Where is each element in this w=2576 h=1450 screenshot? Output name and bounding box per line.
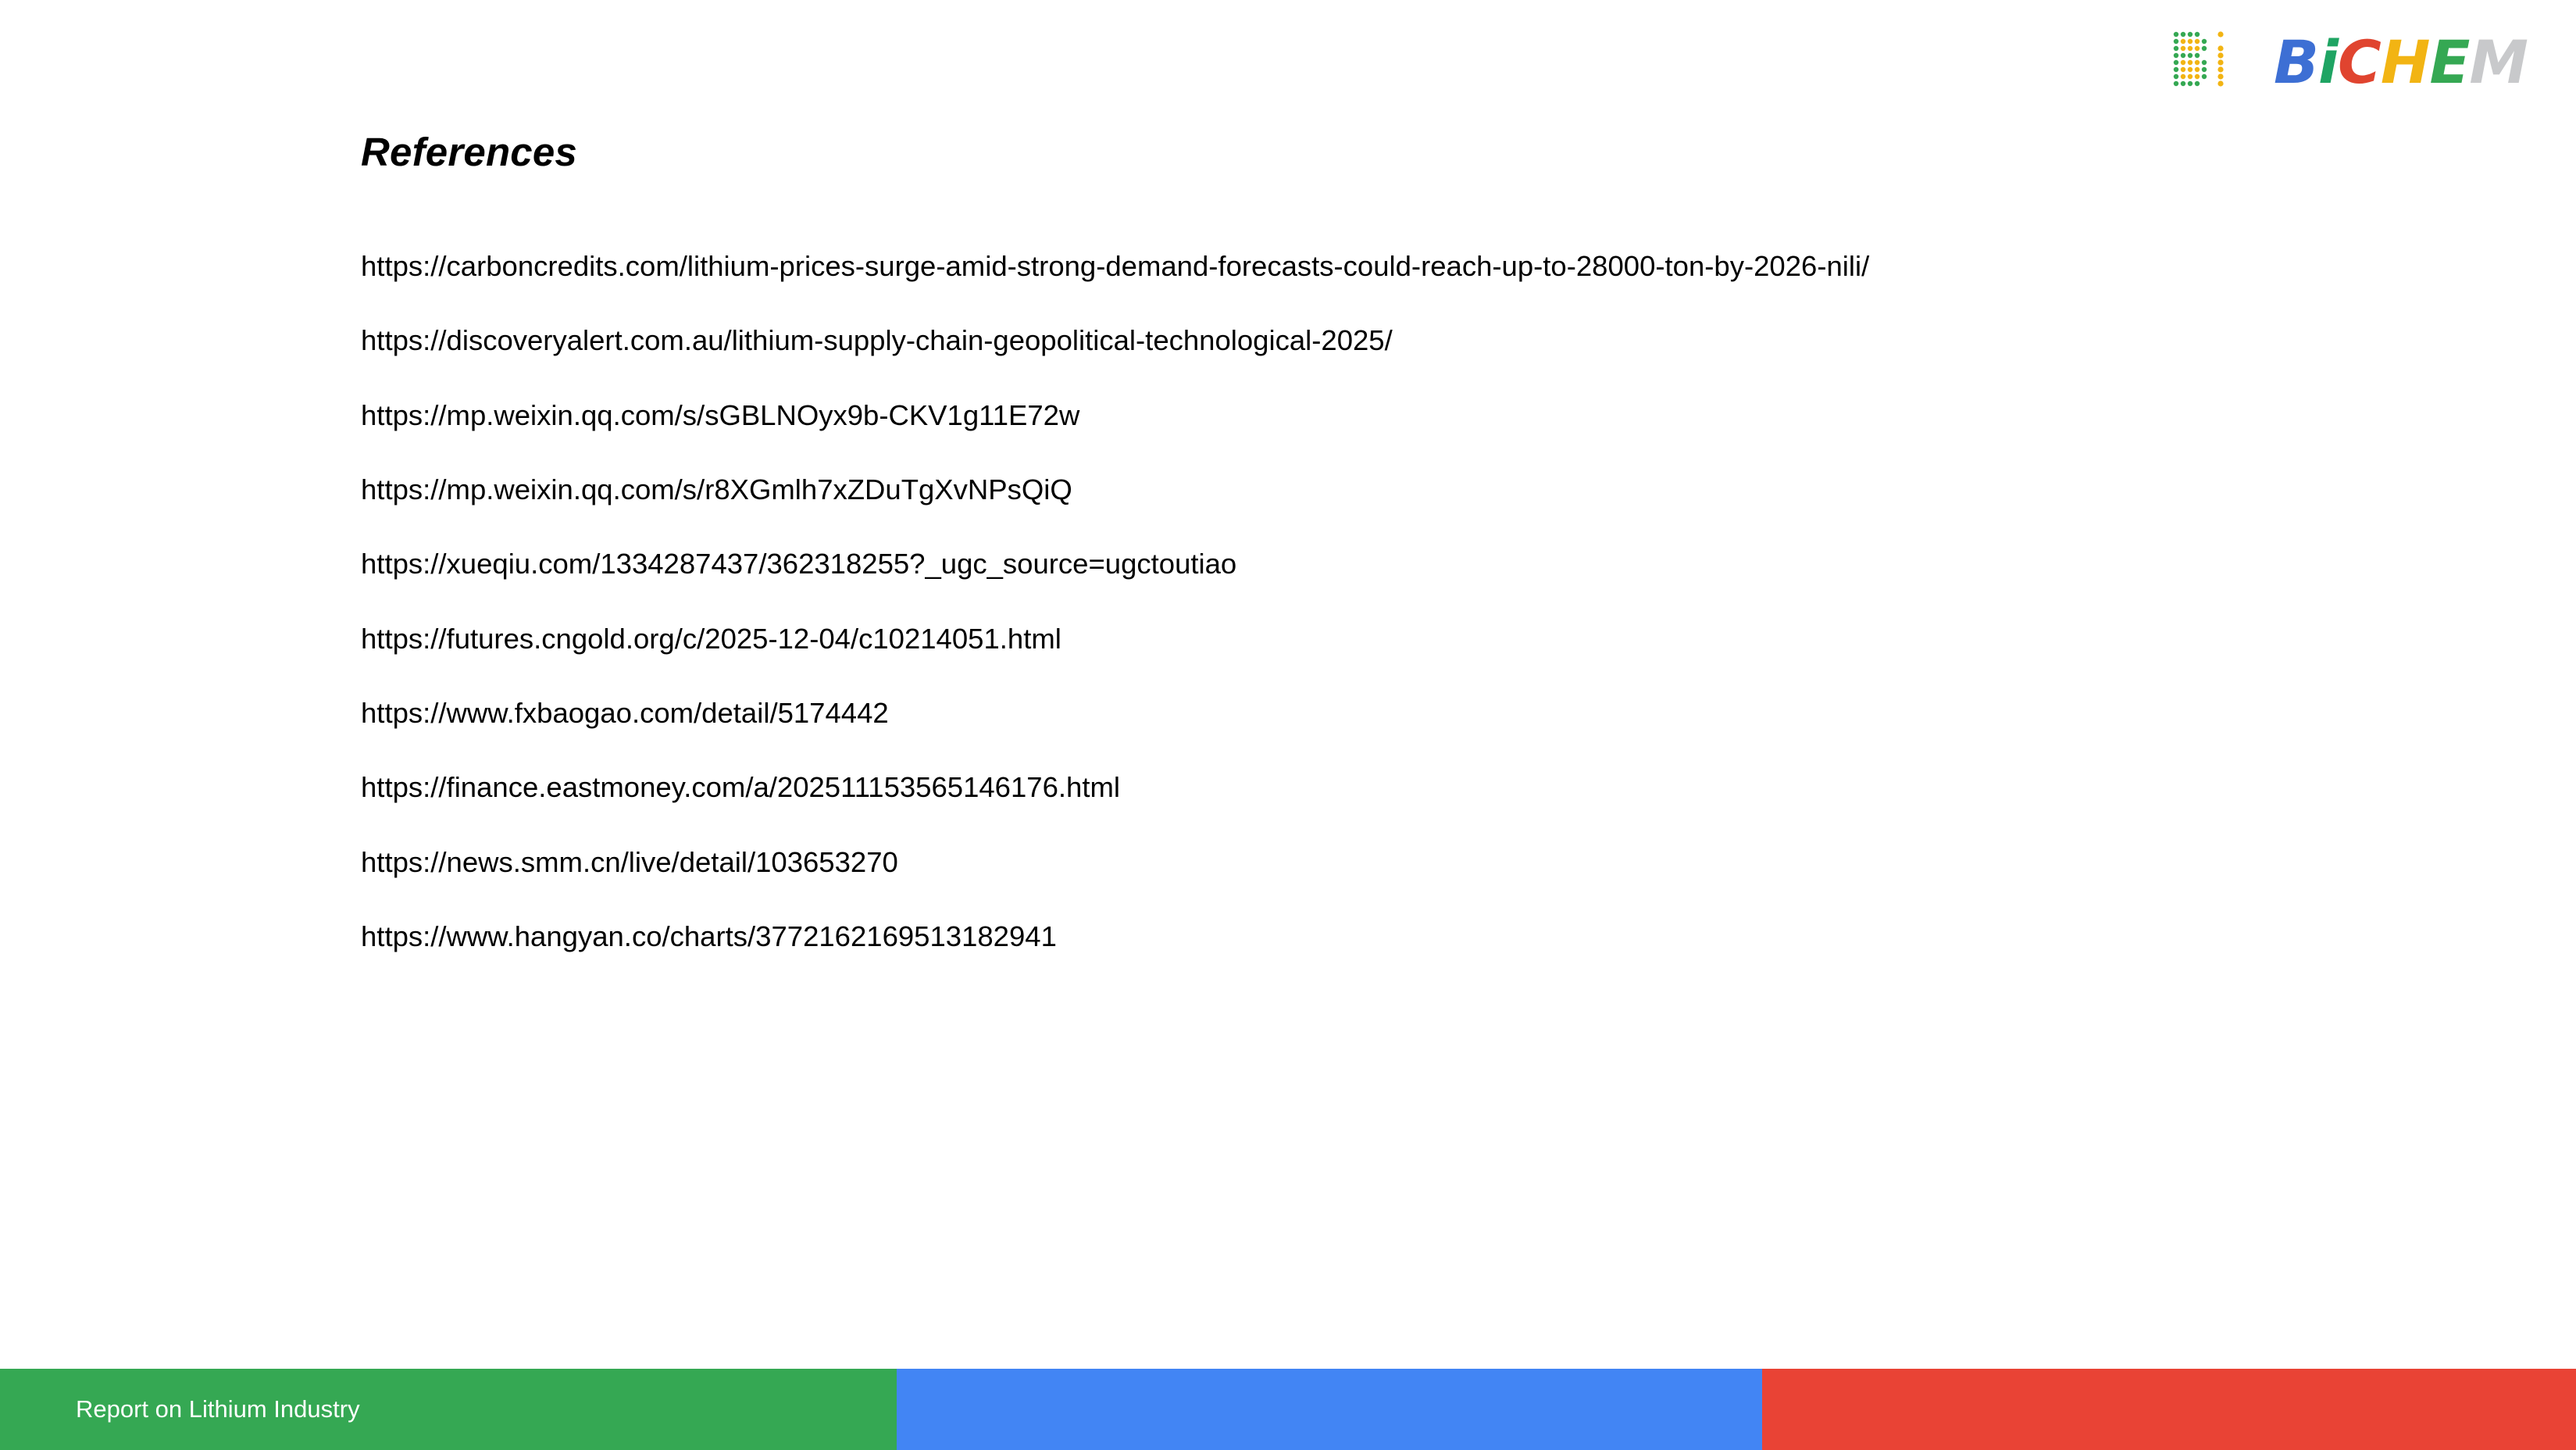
footer-segment-green xyxy=(0,1369,897,1450)
reference-link[interactable]: https://xueqiu.com/1334287437/362318255?_ugc_source=ugctoutiao xyxy=(361,548,1237,580)
reference-link[interactable]: https://discoveryalert.com.au/lithium-supply-chain-geopolitical-technological-2025/ xyxy=(361,324,1393,357)
footer-segment-blue xyxy=(897,1369,1762,1450)
wordmark-letter-h: H xyxy=(2380,27,2430,97)
wordmark-letter-c: C xyxy=(2338,27,2381,97)
footer-label: Report on Lithium Industry xyxy=(76,1395,360,1423)
brand-wordmark xyxy=(2274,27,2528,97)
reference-link[interactable]: https://www.fxbaogao.com/detail/5174442 xyxy=(361,696,889,729)
reference-link[interactable]: https://futures.cngold.org/c/2025-12-04/c10214051.html xyxy=(361,622,1061,655)
footer-bar xyxy=(0,1369,2576,1450)
wordmark-letter-i: i xyxy=(2317,27,2339,97)
references-list xyxy=(361,250,2235,953)
reference-link[interactable]: https://mp.weixin.qq.com/s/sGBLNOyx9b-CKV1g11E72w xyxy=(361,398,1080,431)
bichem-dot-matrix-logo xyxy=(2172,30,2253,95)
page-title: References xyxy=(361,130,577,174)
wordmark-letter-m: M xyxy=(2469,27,2528,97)
reference-link[interactable]: https://news.smm.cn/live/detail/103653270 xyxy=(361,845,898,878)
reference-link[interactable]: https://mp.weixin.qq.com/s/r8XGmlh7xZDuTgXvNPsQiQ xyxy=(361,473,1072,505)
wordmark-letter-b: B xyxy=(2274,27,2318,97)
wordmark-letter-e: E xyxy=(2429,27,2470,97)
brand-logo xyxy=(2172,27,2528,97)
footer-segment-red xyxy=(1762,1369,2576,1450)
reference-link[interactable]: https://carboncredits.com/lithium-prices-surge-amid-strong-demand-forecasts-could-reach-up-to-28000-ton-by-2026-nili/ xyxy=(361,250,1870,282)
reference-link[interactable]: https://finance.eastmoney.com/a/202511153565146176.html xyxy=(361,771,1120,804)
reference-link[interactable]: https://www.hangyan.co/charts/3772162169513182941 xyxy=(361,920,1057,952)
